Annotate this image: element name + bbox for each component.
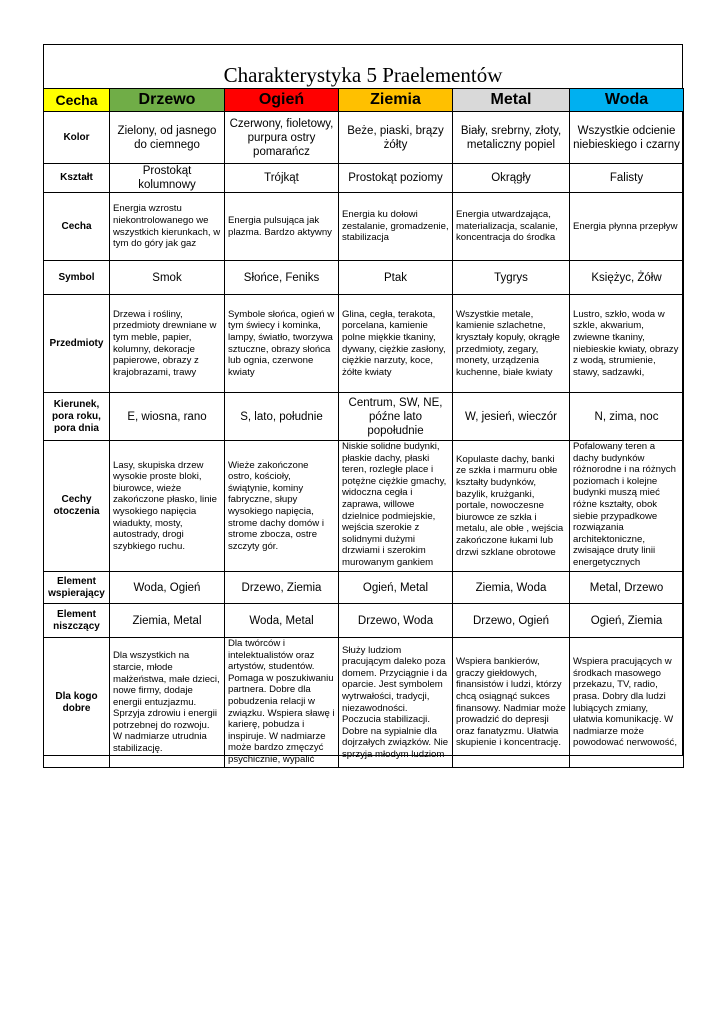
row-label: Dla kogo dobre — [44, 638, 110, 768]
header-drzewo: Drzewo — [110, 89, 225, 112]
cell-metal: W, jesień, wieczór — [453, 393, 570, 441]
cell-drzewo: Energia wzrostu niekontrolowanego we wszystkich kierunkach, w tym do góry jak gaz — [110, 193, 225, 261]
cell-woda: Lustro, szkło, woda w szkle, akwarium, zwiewne tkaniny, niebieskie kwiaty, obrazy z wodą, strumienie, stawy, sadzawki, — [570, 295, 684, 393]
cell-metal: Kopulaste dachy, banki ze szkła i marmuru obłe kształty budynków, bazylik, krużganki, portale, nowoczesne biurowce ze szkła i metalu, ale obłe , wejścia zakończone łukami lub drzwi szklane obrotowe — [453, 441, 570, 572]
cell-woda: Falisty — [570, 164, 684, 193]
row-cecha — [44, 193, 684, 261]
cell-woda: Wspiera pracujących w środkach masowego przekazu, TV, radio, prasa. Dobry dla ludzi lubiących zmiany, ułatwia komunikację. W nadmiarze może powodować nerwowość, — [570, 638, 684, 768]
row-label: Kształt — [44, 164, 110, 193]
cell-woda: Księżyc, Żółw — [570, 261, 684, 295]
cell-metal: Wspiera bankierów, graczy giełdowych, finansistów i ludzi, którzy chcą osiągnąć sukces finansowy. Nadmiar może prowadzić do depresji oraz fanatyzmu. Ułatwia skupienie i koncentrację. — [453, 638, 570, 768]
cell-ziemia: Energia ku dołowi zestalanie, gromadzenie, stabilizacja — [339, 193, 453, 261]
table-frame — [43, 44, 683, 765]
cell-woda: Wszystkie odcienie niebieskiego i czarny — [570, 112, 684, 164]
row-cechy-otoczenia — [44, 441, 684, 572]
cell-woda: Ogień, Ziemia — [570, 604, 684, 638]
cell-ziemia: Glina, cegła, terakota, porcelana, kamienie polne miękkie tkaniny, dywany, ciężkie zasłony, ciężkie narzuty, koce, żółte kwiaty — [339, 295, 453, 393]
row-label: Kolor — [44, 112, 110, 164]
cell-ziemia: Centrum, SW, NE, późne lato popołudnie — [339, 393, 453, 441]
cell-ziemia: Drzewo, Woda — [339, 604, 453, 638]
cell-ziemia: Służy ludziom pracującym daleko poza domem. Przyciągnie i da oparcie. Jest symbolem wytrwałości, tradycji, niezawodności. Poczucia stabilizacji. Dobre na sypialnie dla dojrzałych związków. Nie sprzyja młodym ludziom — [339, 638, 453, 768]
cell-woda: N, zima, noc — [570, 393, 684, 441]
cell-ogien: Woda, Metal — [225, 604, 339, 638]
header-cecha: Cecha — [44, 89, 110, 112]
page-title: Charakterystyka 5 Praelementów — [223, 63, 503, 87]
row-ksztalt — [44, 164, 684, 193]
row-label: Element wspierający — [44, 572, 110, 604]
cell-drzewo: E, wiosna, rano — [110, 393, 225, 441]
row-dla-kogo-dobre — [44, 638, 684, 768]
cell-metal: Tygrys — [453, 261, 570, 295]
cell-ogien: Drzewo, Ziemia — [225, 572, 339, 604]
header-woda: Woda — [570, 89, 684, 112]
row-label: Cechy otoczenia — [44, 441, 110, 572]
row-element-wspierajacy — [44, 572, 684, 604]
elements-table — [43, 88, 684, 768]
cell-drzewo: Ziemia, Metal — [110, 604, 225, 638]
cell-ogien: Symbole słońca, ogień w tym świecy i kominka, lampy, światło, tworzywa sztuczne, obrazy słońca lub ognia, czerwone kwiaty — [225, 295, 339, 393]
row-label: Element niszczący — [44, 604, 110, 638]
cell-ogien: Trójkąt — [225, 164, 339, 193]
cell-drzewo: Lasy, skupiska drzew wysokie proste bloki, biurowce, wieże zakończone płasko, linie wysokiego napięcia wiadukty, mosty, autostrady, drogi szybkiego ruchu. — [110, 441, 225, 572]
cell-ziemia: Ptak — [339, 261, 453, 295]
row-label: Przedmioty — [44, 295, 110, 393]
cell-ogien: S, lato, południe — [225, 393, 339, 441]
header-row — [44, 89, 684, 112]
row-symbol — [44, 261, 684, 295]
cell-drzewo: Woda, Ogień — [110, 572, 225, 604]
cell-ziemia: Prostokąt poziomy — [339, 164, 453, 193]
cell-woda: Energia płynna przepływ — [570, 193, 684, 261]
cell-metal: Energia utwardzająca, materializacja, scalanie, koncentracja do środka — [453, 193, 570, 261]
cell-woda: Pofalowany teren a dachy budynków różnorodne i na różnych poziomach i kolejne budynki muszą mieć różne kształty, obok siebie przypadkowe rozwiązania architektoniczne, zwisające druty linii energetycznych — [570, 441, 684, 572]
cell-ziemia: Beże, piaski, brązy żółty — [339, 112, 453, 164]
row-kierunek — [44, 393, 684, 441]
cell-ogien: Słońce, Feniks — [225, 261, 339, 295]
cell-drzewo: Zielony, od jasnego do ciemnego — [110, 112, 225, 164]
cell-metal: Wszystkie metale, kamienie szlachetne, kryształy kopuły, okrągłe przedmioty, zegary, monety, urządzenia kuchenne, białe kwiaty — [453, 295, 570, 393]
row-przedmioty — [44, 295, 684, 393]
cell-woda: Metal, Drzewo — [570, 572, 684, 604]
row-kolor — [44, 112, 684, 164]
cell-metal: Biały, srebrny, złoty, metaliczny popiel — [453, 112, 570, 164]
cell-ogien: Wieże zakończone ostro, kościoły, świątynie, kominy fabryczne, słupy wysokiego napięcia, strome dachy domów i strome zbocza, ostre szczyty gór. — [225, 441, 339, 572]
cell-ogien: Dla twórców i intelektualistów oraz artystów, studentów. Pomaga w poszukiwaniu partnera. Dobre dla pobudzenia relacji w związku. Wspiera sławę i karierę, pobudza i inspiruje. W nadmiarze może bardzo zmęczyć psychicznie, wypalić — [225, 638, 339, 768]
cell-ogien: Czerwony, fioletowy, purpura ostry pomarańcz — [225, 112, 339, 164]
cell-ziemia: Niskie solidne budynki, płaskie dachy, płaski teren, rozległe place i potężne ciężkie gmachy, widoczna cegła i zaprawa, willowe dzielnice podmiejskie, wejścia szerokie z solidnymi dużymi drzwiami i szerokim murowanym gankiem — [339, 441, 453, 572]
cell-drzewo: Dla wszystkich na starcie, młode małżeństwa, małe dzieci, nowe firmy, dodaje energii entuzjazmu. Sprzyja zdrowiu i energii potrzebnej do rozwoju. W nadmiarze utrudnia stabilizację. — [110, 638, 225, 768]
cell-drzewo: Prostokąt kolumnowy — [110, 164, 225, 193]
row-element-niszczacy — [44, 604, 684, 638]
row-label: Symbol — [44, 261, 110, 295]
cell-ziemia: Ogień, Metal — [339, 572, 453, 604]
cell-ogien: Energia pulsująca jak plazma. Bardzo aktywny — [225, 193, 339, 261]
cell-metal: Okrągły — [453, 164, 570, 193]
row-label: Kierunek, pora roku, pora dnia — [44, 393, 110, 441]
header-ziemia: Ziemia — [339, 89, 453, 112]
row-label: Cecha — [44, 193, 110, 261]
header-ogien: Ogień — [225, 89, 339, 112]
cell-drzewo: Smok — [110, 261, 225, 295]
cell-drzewo: Drzewa i rośliny, przedmioty drewniane w tym meble, papier, kolumny, dekoracje papierowe, obrazy z krajobrazami, trawy — [110, 295, 225, 393]
cell-metal: Drzewo, Ogień — [453, 604, 570, 638]
header-metal: Metal — [453, 89, 570, 112]
cell-metal: Ziemia, Woda — [453, 572, 570, 604]
